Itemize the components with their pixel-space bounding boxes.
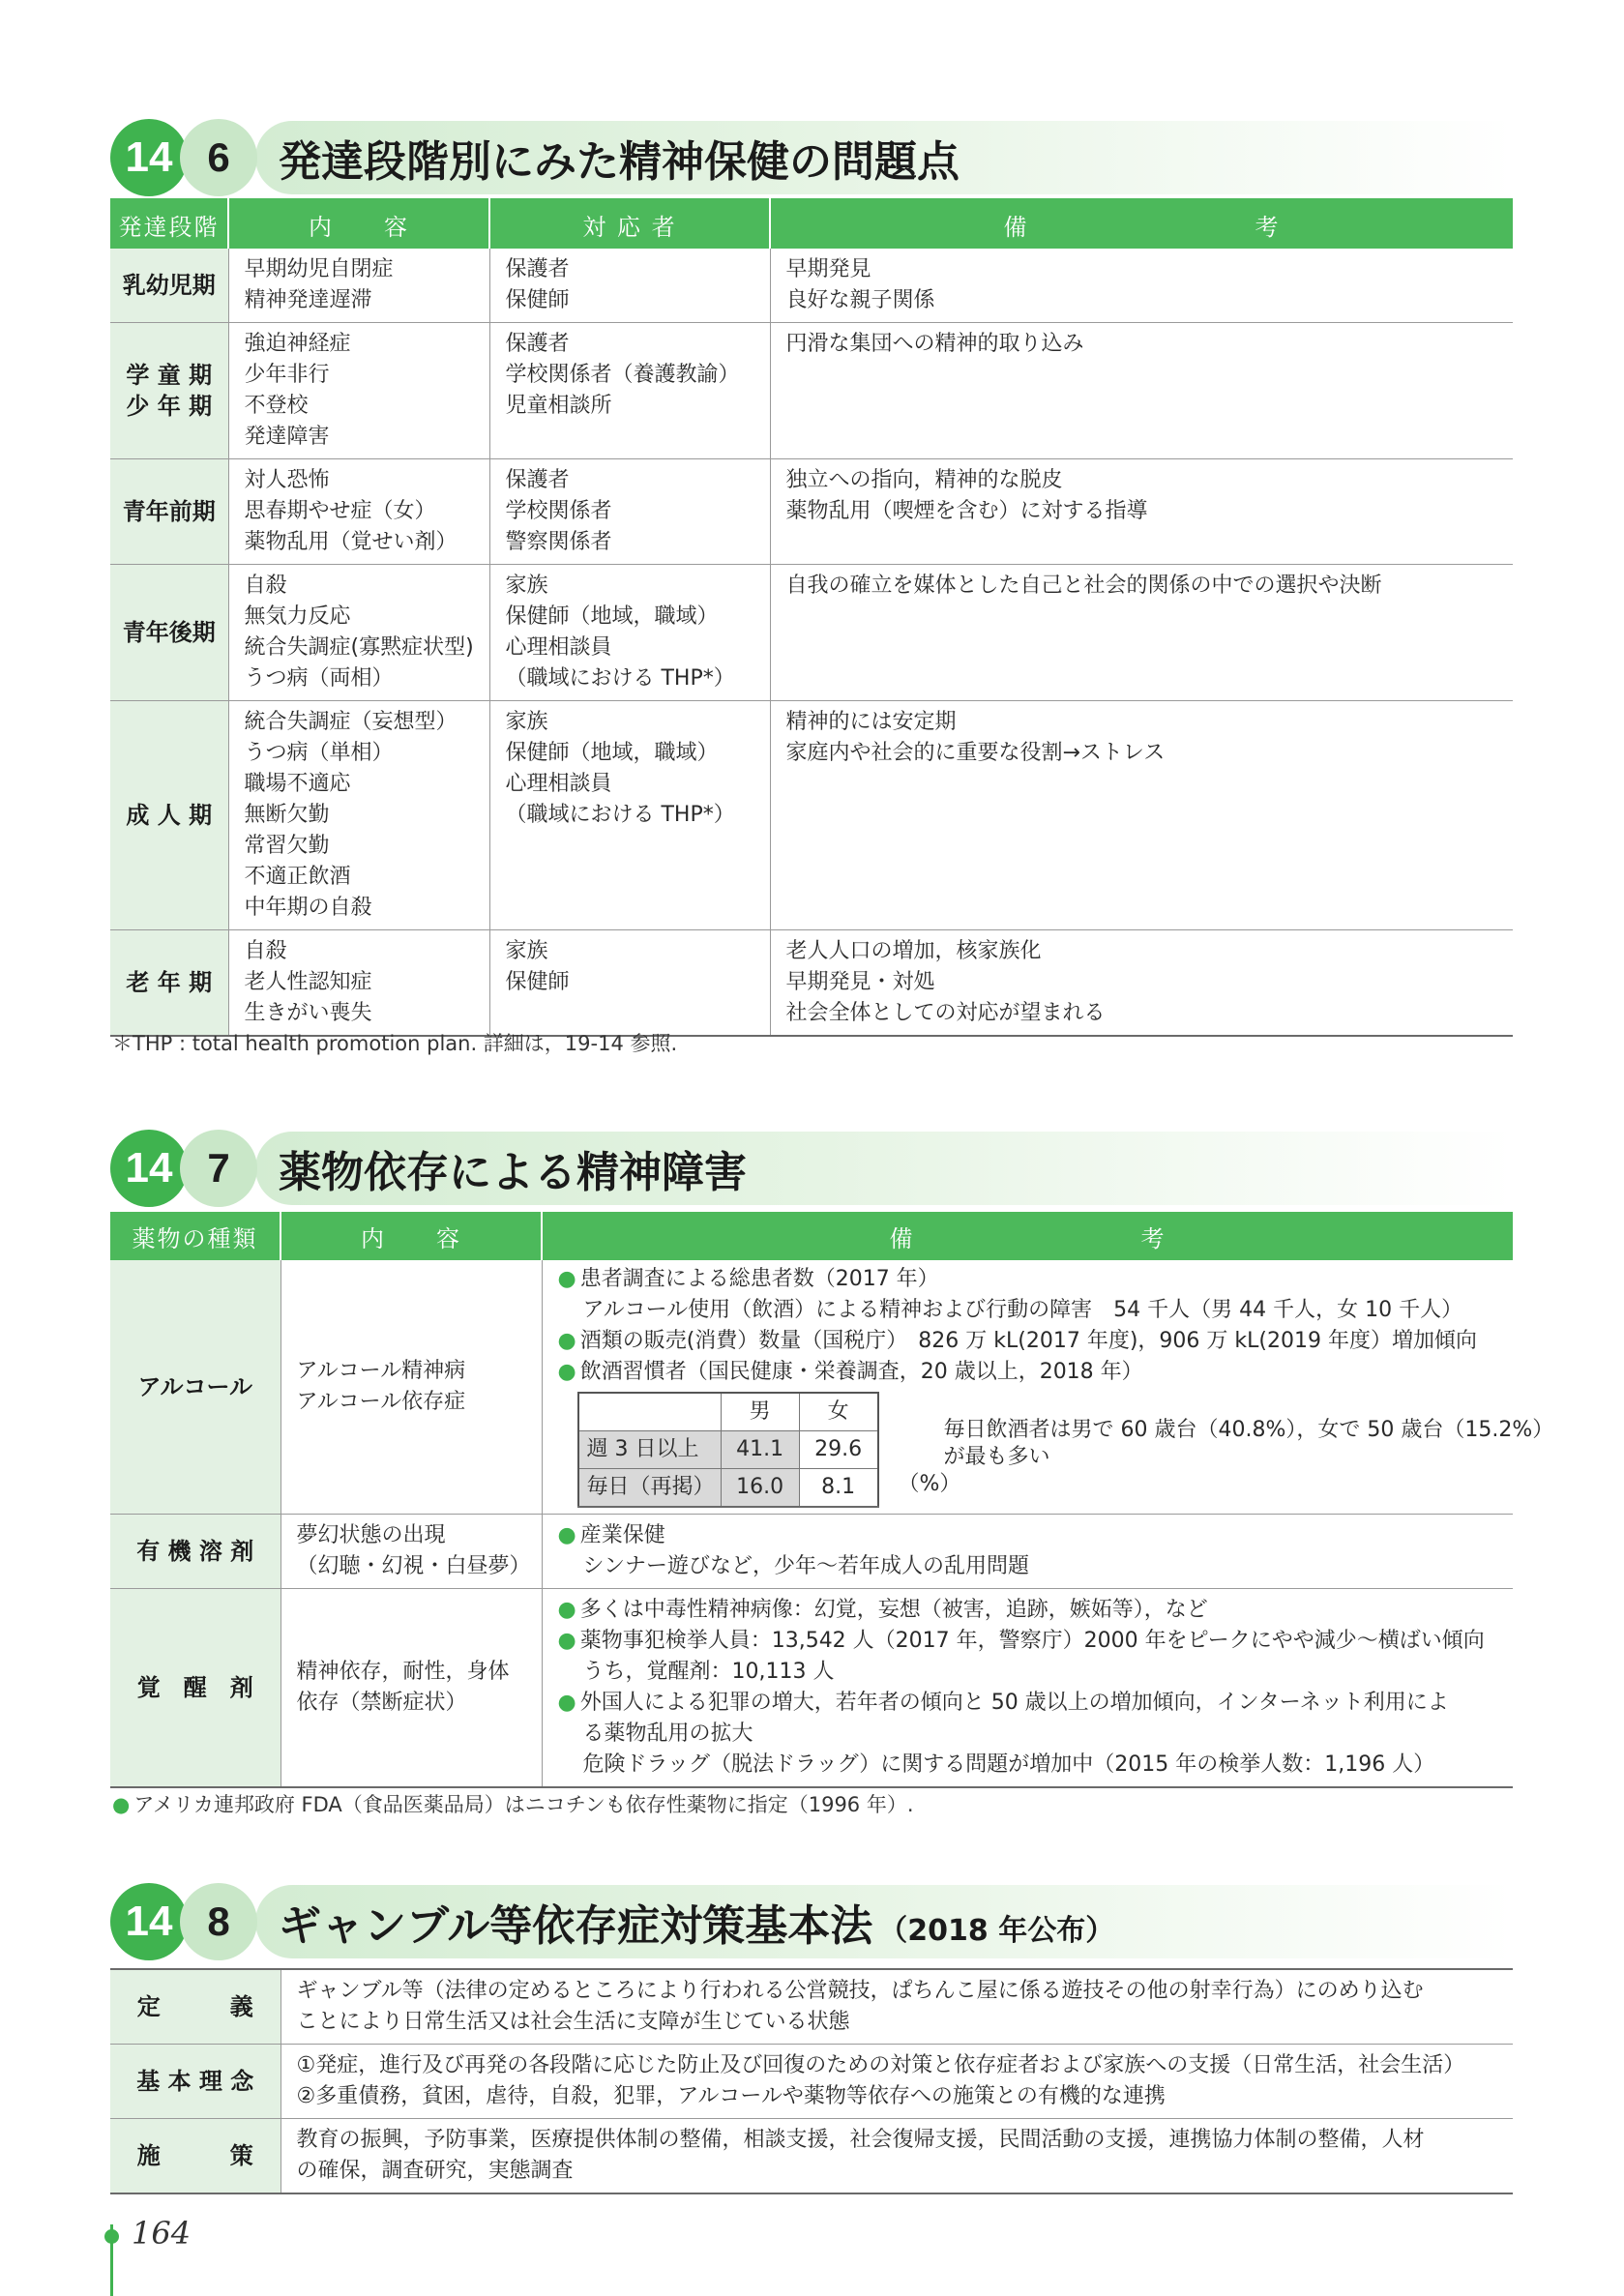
bullet-icon: ● [557, 1598, 576, 1622]
remarks-cell [770, 249, 1513, 323]
remark-line: ● 酒類の販売(消費）数量（国税庁） 826 万 kL(2017 年度)，906 万 kL(2019 年度）増加傾向 [557, 1329, 1477, 1353]
content-cell: アルコール精神病 アルコール依存症 [281, 1260, 542, 1515]
responder-cell [489, 249, 770, 323]
cell-line: ①発症，進行及び再発の各段階に応じた防止及び回復のための対策と依存症者および家族への支援（日常生活，社会生活） [296, 2053, 1465, 2077]
cell-line: 精神的には安定期 [785, 710, 957, 734]
section-title: ギャンブル等依存症対策基本法 （2018 年公布） [279, 1901, 1115, 1951]
remarks-cell [770, 701, 1513, 930]
row-text [281, 2119, 1513, 2194]
content-cell [228, 701, 489, 930]
row-label: 基 本 理 念 [110, 2045, 281, 2119]
col-header-responder: 対 応 者 [489, 199, 770, 249]
section-number-badge: 8 [180, 1883, 257, 1960]
remark-line: アルコール使用（飲酒）による精神および行動の障害 54 千人（男 44 千人，女 10 千人） [582, 1298, 1463, 1322]
col-header-stage: 発達段階 [110, 199, 228, 249]
cell-line: 円滑な集団への精神的取り込み [785, 332, 1084, 356]
cell-line: ②多重債務，貧困，虐待，自殺，犯罪，アルコールや薬物等依存への施策との有機的な連携 [296, 2084, 1166, 2108]
cell-line: 保護者 [505, 332, 570, 356]
stage-label: 老 年 期 [110, 930, 228, 1037]
cell-line: 対人恐怖 [244, 468, 330, 492]
drug-label: 有 機 溶 剤 [110, 1515, 281, 1589]
cell-line: 思春期やせ症（女） [244, 499, 436, 523]
cell-line: 統合失調症（妄想型） [244, 710, 458, 734]
section-title: 発達段階別にみた精神保健の問題点 [279, 137, 960, 187]
cell-line: 家庭内や社会的に重要な役割→ストレス [785, 741, 1166, 765]
cell-line: 生きがい喪失 [244, 1001, 372, 1025]
drug-label: アルコール [110, 1260, 281, 1515]
remarks-cell [542, 1260, 1554, 1515]
table-row: 週 3 日以上 41.1 29.6 [578, 1431, 878, 1469]
table-row [110, 565, 1513, 701]
remark-line: ● 飲酒習慣者（国民健康・栄養調査，20 歳以上，2018 年） [557, 1360, 1143, 1384]
table-row [110, 1969, 1513, 2045]
row-label: 施 策 [110, 2119, 281, 2194]
remarks-cell [770, 323, 1513, 459]
col-header-remarks: 備 考 [542, 1212, 1513, 1260]
cell-line: 社会全体としての対応が望まれる [785, 1001, 1106, 1025]
stage-label: 乳幼児期 [110, 249, 228, 323]
cell-line: 老人性認知症 [244, 970, 372, 994]
drug-label: 覚 醒 剤 [110, 1589, 281, 1788]
mini-table-note: 毎日飲酒者は男で 60 歳台（40.8%），女で 50 歳台（15.2%） が最も多い [943, 1418, 1554, 1469]
section-header-14-6 [110, 119, 1513, 196]
table-header-row [110, 199, 1513, 249]
table2-footnote: ● アメリカ連邦政府 FDA（食品医薬品局）はニコチンも依存性薬物に指定（1996 年）. [112, 1793, 914, 1816]
table-row-stimulant [110, 1589, 1513, 1788]
responder-cell [489, 701, 770, 930]
cell-line: 教育の振興，予防事業，医療提供体制の整備，相談支援，社会復帰支援，民間活動の支援，連携協力体制の整備，人材 [296, 2128, 1425, 2152]
cell-line: うつ病（単相） [244, 741, 394, 765]
responder-cell [489, 565, 770, 701]
remark-line: ● 外国人による犯罪の増大，若年者の傾向と 50 歳以上の増加傾向，インターネット利用によ [557, 1691, 1449, 1715]
cell-line: 保健師 [505, 970, 570, 994]
row-label: 定 義 [110, 1969, 281, 2045]
table1-footnote: ＊THP : total health promotion plan. 詳細は，19-14 参照. [112, 1032, 678, 1055]
cell-line: 保健師（地域，職域） [505, 741, 719, 765]
table-row [110, 2119, 1513, 2194]
cell-line: 良好な親子関係 [785, 288, 935, 312]
cell-line: 自殺 [244, 574, 287, 598]
chapter-badge: 14 [110, 119, 188, 196]
cell-line: 無断欠勤 [244, 803, 330, 827]
cell-line: 不適正飲酒 [244, 865, 351, 889]
cell-line: うつ病（両相） [244, 666, 394, 691]
col-header-drug: 薬物の種類 [110, 1212, 281, 1260]
cell-line: 保護者 [505, 468, 570, 492]
col-header-remarks: 備 考 [770, 199, 1513, 249]
section-header-14-8 [110, 1883, 1513, 1960]
table-row [110, 459, 1513, 565]
stage-label: 青年後期 [110, 565, 228, 701]
gambling-law-table [110, 1968, 1513, 2194]
table-row [110, 701, 1513, 930]
chapter-badge: 14 [110, 1883, 188, 1960]
table-row-solvent [110, 1515, 1513, 1589]
col-male: 男 [721, 1393, 799, 1431]
cell-line: 自殺 [244, 939, 287, 963]
cell-line: 少年非行 [244, 363, 330, 387]
cell-line: 児童相談所 [505, 394, 612, 418]
section-number-badge: 6 [180, 119, 257, 196]
remark-line: ● 薬物事犯検挙人員：13,542 人（2017 年，警察庁）2000 年をピークにやや減少～横ばい傾向 [557, 1629, 1485, 1653]
remark-line: シンナー遊びなど，少年～若年成人の乱用問題 [582, 1554, 1029, 1578]
content-cell: 夢幻状態の出現 （幻聴・幻視・白昼夢） [281, 1515, 542, 1589]
cell-line: 学校関係者 [505, 499, 612, 523]
col-header-content: 内 容 [281, 1212, 542, 1260]
remark-line: ● 産業保健 [557, 1523, 665, 1547]
cell-line: 心理相談員 [505, 635, 612, 660]
remarks-cell [770, 565, 1513, 701]
table-row-alcohol [110, 1260, 1513, 1515]
col-female: 女 [799, 1393, 877, 1431]
cell-line: 不登校 [244, 394, 309, 418]
unit-label: （%） [898, 1472, 961, 1496]
content-cell [228, 565, 489, 701]
cell-line: 独立への指向，精神的な脱皮 [785, 468, 1063, 492]
row-text [281, 2045, 1513, 2119]
section-header-14-7 [110, 1130, 1513, 1207]
page-dot-icon [104, 2229, 119, 2244]
cell-line: 家族 [505, 710, 548, 734]
section-number-badge: 7 [180, 1130, 257, 1207]
cell-line: （職域における THP*） [505, 803, 735, 827]
content-cell [228, 459, 489, 565]
content-cell [228, 249, 489, 323]
responder-cell [489, 323, 770, 459]
cell-line: 薬物乱用（覚せい剤） [244, 530, 458, 554]
bullet-icon: ● [557, 1360, 576, 1384]
remark-line: る薬物乱用の拡大 [582, 1722, 753, 1746]
page-number: 164 [132, 2215, 192, 2252]
remarks-cell [542, 1589, 1513, 1788]
table-row: 毎日（再掲） 16.0 8.1 [578, 1469, 878, 1508]
cell-line: 保健師（地域，職域） [505, 604, 719, 629]
remark-line: うち，覚醒剤：10,113 人 [582, 1660, 835, 1684]
drug-dependence-table [110, 1212, 1554, 1788]
cell-line: ことにより日常生活又は社会生活に支障が生じている状態 [296, 2010, 850, 2034]
content-cell: 精神依存，耐性，身体 依存（禁断症状） [281, 1589, 542, 1788]
remarks-cell [770, 459, 1513, 565]
remark-line: ● 多くは中毒性精神病像：幻覚，妄想（被害，追跡，嫉妬等），など [557, 1598, 1208, 1622]
cell-line: 中年期の自殺 [244, 896, 372, 920]
chapter-badge: 14 [110, 1130, 188, 1207]
cell-line: 強迫神経症 [244, 332, 351, 356]
drinking-habit-table [577, 1392, 961, 1508]
cell-line: 職場不適応 [244, 772, 351, 796]
cell-line: 心理相談員 [505, 772, 612, 796]
bullet-icon: ● [557, 1267, 576, 1291]
cell-line: 家族 [505, 574, 548, 598]
content-cell [228, 930, 489, 1037]
cell-line: の確保，調査研究，実態調査 [296, 2159, 574, 2183]
cell-line: 薬物乱用（喫煙を含む）に対する指導 [785, 499, 1148, 523]
cell-line: 保健師 [505, 288, 570, 312]
table-header-row [110, 1212, 1513, 1260]
stage-label: 成 人 期 [110, 701, 228, 930]
responder-cell [489, 930, 770, 1037]
cell-line: 無気力反応 [244, 604, 351, 629]
cell-line: 統合失調症(寡黙症状型) [244, 635, 474, 660]
remarks-cell [542, 1515, 1513, 1589]
cell-line: 自我の確立を媒体とした自己と社会的関係の中での選択や決断 [785, 574, 1382, 598]
table-row [110, 2045, 1513, 2119]
table-row [110, 930, 1513, 1037]
table-row [110, 249, 1513, 323]
bullet-icon: ● [557, 1329, 576, 1353]
cell-line: 学校関係者（養護教諭） [505, 363, 740, 387]
cell-line: 保護者 [505, 257, 570, 281]
section-title: 薬物依存による精神障害 [279, 1148, 747, 1197]
cell-line: （職域における THP*） [505, 666, 735, 691]
content-cell [228, 323, 489, 459]
stage-label: 学 童 期 少 年 期 [110, 323, 228, 459]
bullet-icon: ● [557, 1523, 576, 1547]
cell-line: 早期幼児自閉症 [244, 257, 394, 281]
row-text [281, 1969, 1513, 2045]
cell-line: 警察関係者 [505, 530, 612, 554]
cell-line: 常習欠勤 [244, 834, 330, 858]
development-stage-table [110, 198, 1513, 1037]
responder-cell [489, 459, 770, 565]
bullet-icon: ● [557, 1691, 576, 1715]
bullet-icon: ● [557, 1629, 576, 1653]
cell-line: ギャンブル等（法律の定めるところにより行われる公営競技，ぱちんこ屋に係る遊技その他の射幸行為）にのめり込む [296, 1979, 1424, 2003]
col-header-content: 内 容 [228, 199, 489, 249]
remark-line: 危険ドラッグ（脱法ドラッグ）に関する問題が増加中（2015 年の検挙人数：1,196 人） [582, 1752, 1435, 1777]
stage-label: 青年前期 [110, 459, 228, 565]
cell-line: 家族 [505, 939, 548, 963]
cell-line: 早期発見・対処 [785, 970, 935, 994]
cell-line: 発達障害 [244, 425, 330, 449]
cell-line: 老人人口の増加，核家族化 [785, 939, 1042, 963]
table-row [110, 323, 1513, 459]
cell-line: 精神発達遅滞 [244, 288, 372, 312]
cell-line: 早期発見 [785, 257, 871, 281]
remark-line: ● 患者調査による総患者数（2017 年） [557, 1267, 939, 1291]
remarks-cell [770, 930, 1513, 1037]
bullet-icon: ● [112, 1793, 131, 1816]
